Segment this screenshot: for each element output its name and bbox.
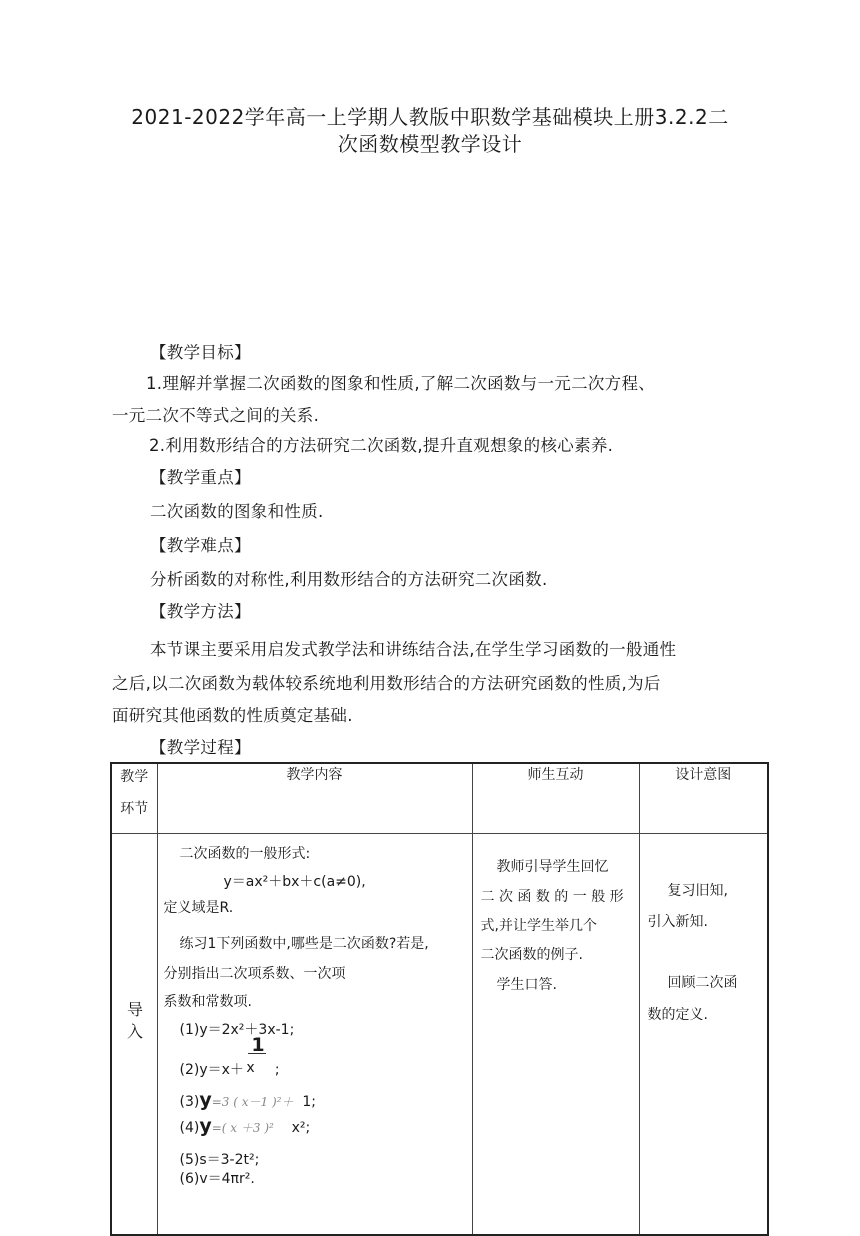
goal-2: 2.利用数形结合的方法研究二次函数,提升直观想象的核心素养. [149, 436, 614, 455]
exercise-item-1: (1)y＝2x²＋3x-1; [179, 1021, 295, 1038]
method-heading: 【教学方法】 [150, 602, 251, 621]
interaction-line-4: 二次函数的例子. [480, 946, 583, 963]
difficulty-text: 分析函数的对称性,利用数形结合的方法研究二次函数. [150, 570, 548, 589]
intent-line-2: 引入新知. [647, 913, 708, 930]
header-interaction: 师生互动 [472, 763, 639, 833]
header-stage-line-1: 教学 [120, 769, 149, 785]
stage-label [126, 999, 144, 1043]
exercise-item-2-text: (2)y＝x＋ [179, 1061, 244, 1078]
header-stage-line-2: 环节 [120, 801, 149, 817]
exercise-item-2-end: ; [274, 1061, 280, 1078]
exercise-item-3-formula: =3 ( x－1 )²＋ [211, 1094, 294, 1109]
exercise-item-4-formula: =( x ＋3 )² [211, 1120, 274, 1135]
content-line-3: 定义域是R. [163, 899, 234, 916]
goal-1-line-a: 1.理解并掌握二次函数的图象和性质,了解二次函数与一元二次方程、 [146, 374, 656, 393]
table-header-row [111, 763, 768, 833]
lesson-table [110, 762, 769, 1236]
stage-label-char-1: 导 [126, 999, 143, 1019]
title-line-2: 次函数模型教学设计 [337, 132, 523, 156]
stage-label-char-2: 入 [126, 1021, 143, 1041]
difficulty-heading: 【教学难点】 [150, 536, 251, 555]
intent-line-1: 复习旧知, [667, 882, 728, 899]
exercise-prompt-2: 分别指出二次项系数、一次项 [163, 965, 346, 982]
content-line-1: 二次函数的一般形式: [179, 845, 311, 862]
fraction-bar [248, 1053, 266, 1054]
exercise-item-4 [180, 1115, 311, 1137]
exercise-item-5: (5)s＝3-2t²; [179, 1151, 260, 1168]
process-heading: 【教学过程】 [150, 738, 251, 757]
fraction-one-over-x [246, 1033, 270, 1076]
general-form-formula: y＝ax²＋bx＋c(a≠0), [223, 873, 366, 890]
title-line-1: 2021-2022学年高一上学期人教版中职数学基础模块上册3.2.2二 [131, 105, 729, 129]
key-text: 二次函数的图象和性质. [150, 502, 324, 521]
header-intent: 设计意图 [639, 763, 768, 833]
intent-cell [639, 833, 768, 1235]
goals-heading: 【教学目标】 [150, 343, 251, 362]
interaction-line-1: 教师引导学生回忆 [496, 858, 609, 875]
intent-line-4: 数的定义. [647, 1006, 708, 1023]
intent-line-3: 回顾二次函 [667, 974, 738, 991]
exercise-item-4-end: x²; [291, 1119, 311, 1136]
exercise-prompt-3: 系数和常数项. [163, 993, 252, 1010]
header-content: 教学内容 [157, 763, 472, 833]
fraction-denominator: x [246, 1059, 255, 1076]
exercise-item-6: (6)v＝4πr². [179, 1170, 255, 1187]
exercise-item-3 [180, 1089, 316, 1111]
header-stage [111, 763, 157, 833]
interaction-line-5: 学生口答. [496, 976, 557, 993]
exercise-item-3-end: 1; [302, 1093, 316, 1110]
exercise-item-4-y: y [199, 1114, 212, 1137]
exercise-item-4-number: (4) [179, 1119, 200, 1136]
interaction-cell [472, 833, 639, 1235]
exercise-item-3-y: y [199, 1088, 212, 1111]
method-line-c: 面研究其他函数的性质奠定基础. [112, 706, 353, 725]
interaction-line-2: 二 次 函 数 的 一 般 形 [480, 888, 624, 905]
method-line-b: 之后,以二次函数为载体较系统地利用数形结合的方法研究函数的性质,为后 [112, 674, 661, 693]
exercise-item-3-number: (3) [179, 1093, 200, 1110]
content-cell [157, 833, 472, 1235]
stage-cell [111, 833, 157, 1235]
method-line-a: 本节课主要采用启发式教学法和讲练结合法,在学生学习函数的一般通性 [150, 640, 677, 659]
table-row [111, 833, 768, 1235]
exercise-prompt: 练习1下列函数中,哪些是二次函数?若是, [179, 935, 429, 952]
fraction-numerator: 1 [251, 1033, 265, 1056]
interaction-line-3: 式,并让学生举几个 [480, 917, 597, 934]
key-heading: 【教学重点】 [150, 468, 251, 487]
exercise-item-2 [179, 1033, 280, 1079]
goal-1-line-b: 一元二次不等式之间的关系. [112, 406, 320, 425]
